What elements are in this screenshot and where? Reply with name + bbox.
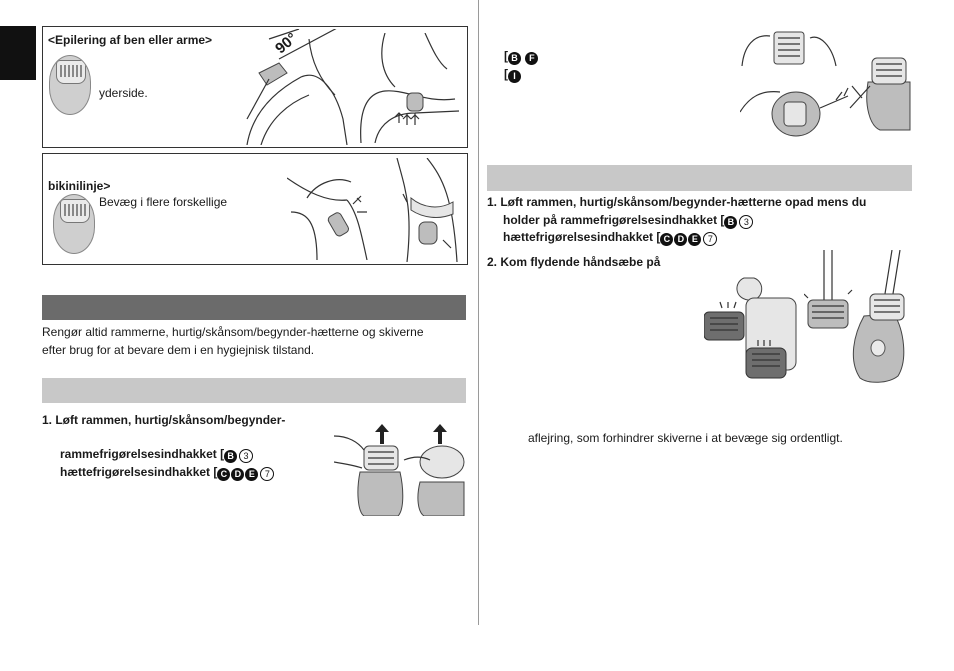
brush-cleaning-illustration [740,26,912,144]
right-step1-line3-text: hættefrigørelsesindhakket [ [503,230,661,244]
right-step1-line1: 1. Løft rammen, hurtig/skånsom/begynder-hætterne opad mens du [487,195,867,209]
bikini-line-heading: bikinilinje> [48,179,111,193]
right-note-text: aflejring, som forhindrer skiverne i at bevæge sig ordentligt. [528,431,843,445]
part-badge: B [724,216,737,229]
left-step1-line3-text: hættefrigørelsesindhakket [ [60,465,218,479]
left-step1-line2-text: rammefrigørelsesindhakket [ [60,447,225,461]
soap-illustration [704,268,800,384]
step-number: 7 [260,467,274,481]
left-step1-line2 [60,446,253,463]
parts-ref-row2 [504,66,522,83]
part-badge: E [688,233,701,246]
left-step1-line3 [60,464,274,481]
legs-arms-text: yderside. [99,86,148,100]
subsection-bar-right [487,165,912,191]
parts-ref-row1 [504,48,539,65]
section-tab-marker [0,26,36,80]
right-step1-line3 [503,229,717,246]
subsection-bar-left [42,378,466,403]
right-step1-line2-text: holder på rammefrigørelsesindhakket [ [503,213,725,227]
step-number: 7 [703,232,717,246]
bracket: [ [504,49,508,63]
epilator-rinse-illustration [804,250,914,384]
left-step1-line1: 1. Løft rammen, hurtig/skånsom/begynder- [42,413,286,427]
legs-arms-box [42,26,468,148]
right-step2-line1: 2. Kom flydende håndsæbe på [487,255,661,269]
cleaning-intro-line2: efter brug for at bevare dem i en hygiejnisk tilstand. [42,343,315,357]
epilator-cap-icon [53,194,95,254]
part-badge: I [508,70,521,83]
bikini-line-box [42,153,468,265]
part-badge: D [231,468,244,481]
part-badge: C [217,468,230,481]
part-badge: D [674,233,687,246]
epilator-head-icon [49,55,91,115]
step-number: 3 [239,449,253,463]
part-badge: E [245,468,258,481]
step-number: 3 [739,215,753,229]
angle-label: 90° [272,29,301,58]
cleaning-section-bar [42,295,466,320]
part-badge: C [660,233,673,246]
legs-arms-heading: <Epilering af ben eller arme> [48,33,213,47]
bikini-line-text: Bevæg i flere forskellige [99,195,228,209]
part-badge: F [525,52,538,65]
underarm-illustration [287,172,375,260]
part-badge: B [508,52,521,65]
bikini-illustration [383,158,467,262]
remove-frame-illustration [334,422,466,516]
bracket: [ [504,67,508,81]
right-step1-line2 [503,212,753,229]
cleaning-intro-line1: Rengør altid rammerne, hurtig/skånsom/begynder-hætterne og skiverne [42,325,424,339]
part-badge: B [224,450,237,463]
column-divider [478,0,479,625]
arm-illustration [355,33,463,143]
